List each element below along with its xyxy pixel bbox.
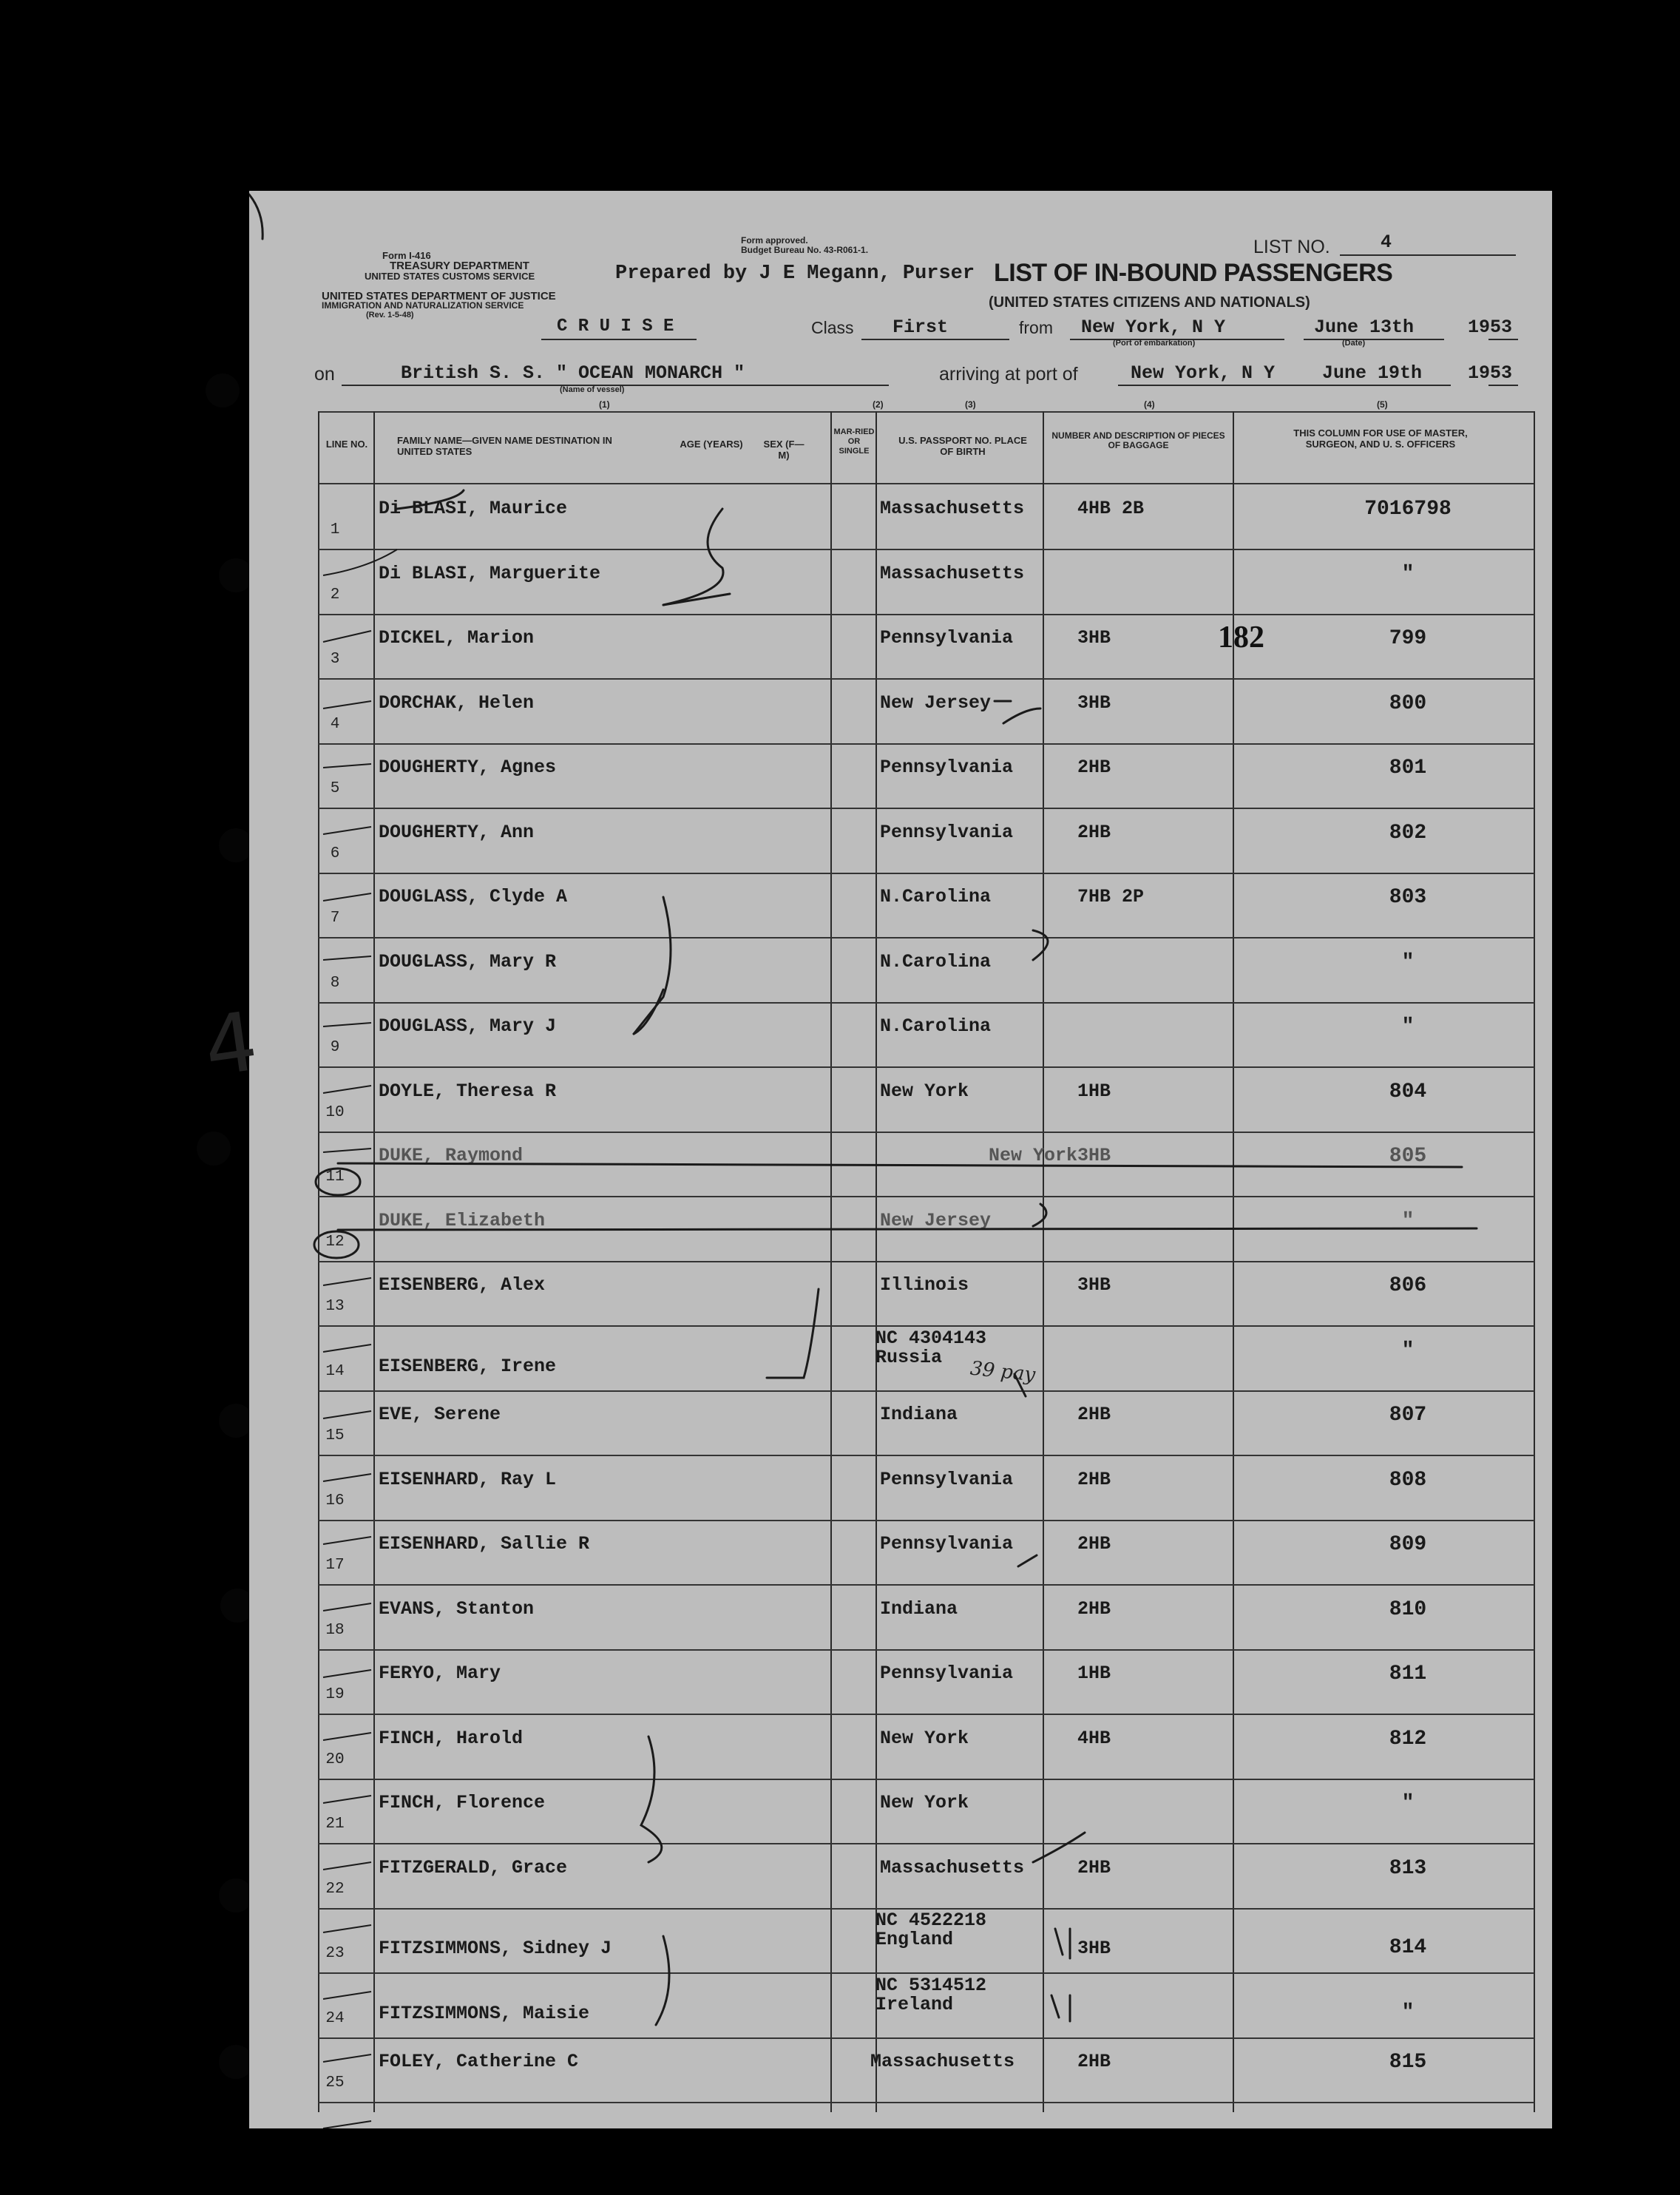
tick-mark bbox=[1033, 930, 1048, 960]
line-no: 4 bbox=[330, 715, 340, 733]
baggage: 1HB bbox=[1077, 1080, 1111, 1102]
passenger-name: FINCH, Florence bbox=[379, 1792, 546, 1813]
officer-column: 801 bbox=[1389, 757, 1427, 779]
officer-column: " bbox=[1401, 1209, 1415, 1233]
manifest-title: LIST OF IN-BOUND PASSENGERS bbox=[994, 259, 1393, 287]
circled-line-number bbox=[314, 1231, 359, 1258]
passenger-name: EISENHARD, Sallie R bbox=[379, 1533, 590, 1555]
line-no: 10 bbox=[325, 1103, 345, 1121]
place-of-birth: Massachusetts bbox=[880, 562, 1025, 584]
passenger-name: FITZSIMMONS, Maisie bbox=[379, 2002, 590, 2024]
baggage: 2HB bbox=[1077, 1533, 1111, 1555]
officer-column: " bbox=[1401, 1015, 1415, 1038]
from-label: from bbox=[1019, 318, 1053, 337]
embarkation-year: 53 bbox=[1490, 317, 1513, 338]
corner-mark bbox=[249, 195, 262, 239]
officer-column: 810 bbox=[1389, 1597, 1427, 1621]
prepared-by: Prepared by J E Megann, Purser bbox=[615, 263, 975, 285]
handwritten-marks bbox=[249, 191, 1552, 2128]
bracket-mark bbox=[641, 1736, 662, 1862]
port-caption: (Port of embarkation) bbox=[1113, 339, 1196, 348]
passenger-name: DOUGLASS, Clyde A bbox=[379, 886, 568, 907]
passenger-name: DOUGLASS, Mary R bbox=[379, 950, 557, 973]
check-mark bbox=[323, 1023, 371, 1027]
bracket-mark bbox=[656, 1936, 669, 2025]
embarkation-port: New York, N Y bbox=[1081, 317, 1226, 338]
place-of-birth: New York bbox=[880, 1080, 969, 1102]
place-of-birth: New Jersey bbox=[880, 1209, 992, 1231]
line-no: 16 bbox=[325, 1492, 345, 1509]
baggage: 4HB bbox=[1077, 1727, 1111, 1749]
arrival-year-prefix: 19 bbox=[1468, 362, 1491, 384]
embarkation-date: June 13th bbox=[1314, 317, 1415, 338]
header-passport: U.S. PASSPORT NO. PLACE OF BIRTH bbox=[898, 435, 1027, 457]
line-no: 14 bbox=[325, 1362, 345, 1380]
arriving-label: arriving at port of bbox=[939, 364, 1078, 385]
baggage: 3HB bbox=[1077, 1938, 1111, 1959]
check-mark bbox=[323, 1149, 371, 1152]
place-of-birth: Pennsylvania bbox=[880, 757, 1014, 778]
place-of-birth: Pennsylvania bbox=[880, 1663, 1014, 1684]
manifest-subtitle: (UNITED STATES CITIZENS AND NATIONALS) bbox=[989, 294, 1310, 311]
header-name: FAMILY NAME—GIVEN NAME DESTINATION IN UNITED STATES bbox=[397, 435, 612, 457]
column-number: (2) bbox=[873, 399, 884, 410]
line-no: 7 bbox=[330, 910, 340, 927]
header-officers: THIS COLUMN FOR USE OF MASTER, SURGEON, AND U. S. OFFICERS bbox=[1293, 427, 1468, 450]
check-mark bbox=[323, 1411, 371, 1418]
punch-hole bbox=[219, 1404, 253, 1438]
check-mark bbox=[323, 1862, 371, 1870]
line-no: 25 bbox=[325, 2074, 345, 2091]
place-of-birth: Illinois bbox=[880, 1274, 969, 1296]
strike-line bbox=[338, 1228, 1477, 1230]
passenger-name: DOYLE, Theresa R bbox=[379, 1080, 557, 1102]
list-no: 4 bbox=[1381, 231, 1392, 253]
passenger-name: FITZSIMMONS, Sidney J bbox=[379, 1938, 612, 1959]
line-no: 1 bbox=[330, 521, 340, 538]
place-of-birth: England bbox=[875, 1929, 954, 1950]
arrival-year: 53 bbox=[1490, 362, 1513, 384]
passenger-name: Di BLASI, Maurice bbox=[379, 498, 568, 519]
check-mark bbox=[323, 1733, 371, 1740]
line-no: 11 bbox=[325, 1168, 345, 1186]
check-mark bbox=[323, 893, 371, 901]
officer-column: 800 bbox=[1389, 691, 1427, 715]
header-age: AGE (YEARS) bbox=[680, 439, 743, 450]
officer-column: 799 bbox=[1389, 627, 1427, 650]
tick-mark bbox=[1051, 1995, 1070, 2021]
baggage: 1HB bbox=[1077, 1663, 1111, 1684]
passenger-name: Di BLASI, Marguerite bbox=[379, 562, 601, 584]
passenger-name: FINCH, Harold bbox=[379, 1727, 524, 1749]
place-of-birth: N.Carolina bbox=[880, 1015, 992, 1037]
passport-number: NC 5314512 bbox=[875, 1974, 987, 1996]
line-no: 8 bbox=[330, 974, 340, 992]
line-no: 17 bbox=[325, 1557, 345, 1574]
officer-column: 811 bbox=[1389, 1663, 1427, 1685]
form-number: Form I-416 bbox=[382, 250, 431, 261]
justice-dept: UNITED STATES DEPARTMENT OF JUSTICE bbox=[322, 290, 556, 302]
check-mark bbox=[323, 549, 397, 575]
passenger-name: DOUGHERTY, Agnes bbox=[379, 757, 557, 778]
officer-column: 809 bbox=[1389, 1533, 1427, 1556]
voyage-type: C R U I S E bbox=[557, 317, 674, 336]
line-no: 18 bbox=[325, 1621, 345, 1639]
on-label: on bbox=[314, 364, 335, 385]
line-no: 5 bbox=[330, 780, 340, 797]
baggage: 2HB bbox=[1077, 821, 1111, 843]
line-no: 3 bbox=[330, 651, 340, 668]
place-of-birth: Ireland bbox=[875, 1993, 954, 2015]
column-number: (5) bbox=[1377, 399, 1388, 410]
officer-column: 808 bbox=[1389, 1468, 1427, 1492]
vessel-name: British S. S. " OCEAN MONARCH " bbox=[401, 362, 745, 384]
check-mark bbox=[323, 1474, 371, 1481]
form-approved: Form approved. bbox=[741, 235, 808, 246]
officer-column: 806 bbox=[1389, 1274, 1427, 1297]
budget-bureau: Budget Bureau No. 43-R061-1. bbox=[741, 245, 869, 255]
check-mark bbox=[323, 1992, 371, 1999]
line-no: 20 bbox=[325, 1751, 345, 1768]
tick-mark bbox=[1033, 1204, 1046, 1226]
officer-column: " bbox=[1401, 2000, 1415, 2024]
circled-line-number bbox=[316, 1168, 360, 1195]
baggage: 3HB bbox=[1077, 1274, 1111, 1296]
place-of-birth: Pennsylvania bbox=[880, 821, 1014, 843]
check-mark bbox=[323, 1925, 371, 1932]
passenger-name: DICKEL, Marion bbox=[379, 627, 535, 649]
bracket-mark bbox=[663, 509, 723, 605]
passenger-name: DUKE, Elizabeth bbox=[379, 1209, 546, 1231]
stamp-number: 182 bbox=[1218, 620, 1264, 655]
place-of-birth: New Jersey bbox=[880, 691, 992, 714]
check-mark bbox=[323, 2121, 371, 2128]
officer-column: 804 bbox=[1389, 1080, 1427, 1103]
check-mark bbox=[323, 1345, 371, 1352]
officer-column: " bbox=[1401, 1339, 1415, 1362]
place-of-birth: Massachusetts bbox=[880, 498, 1025, 519]
officer-column: 805 bbox=[1389, 1145, 1427, 1168]
column-number: (4) bbox=[1144, 399, 1155, 410]
date-caption: (Date) bbox=[1342, 339, 1366, 348]
officer-column: 813 bbox=[1389, 1856, 1427, 1880]
passenger-manifest-page bbox=[198, 191, 1552, 2128]
line-no: 22 bbox=[325, 1880, 345, 1898]
check-mark bbox=[323, 1086, 371, 1093]
passenger-name: EISENBERG, Alex bbox=[379, 1274, 546, 1296]
line-no: 2 bbox=[330, 586, 340, 603]
baggage: 4HB 2B bbox=[1077, 498, 1145, 519]
arrival-date: June 19th bbox=[1322, 362, 1423, 384]
revision: (Rev. 1-5-48) bbox=[366, 311, 414, 319]
line-no: 19 bbox=[325, 1686, 345, 1703]
officer-column: " bbox=[1401, 1792, 1415, 1815]
officer-column: 807 bbox=[1389, 1404, 1427, 1427]
bracket-mark bbox=[767, 1289, 819, 1378]
baggage: 2HB bbox=[1077, 1856, 1111, 1878]
baggage: 3HB bbox=[1077, 691, 1111, 714]
baggage: 3HB bbox=[1077, 627, 1111, 649]
check-mark bbox=[323, 701, 371, 708]
place-of-birth: New York bbox=[989, 1145, 1078, 1166]
check-mark bbox=[323, 2054, 371, 2062]
passenger-name: DUKE, Raymond bbox=[379, 1145, 524, 1166]
baggage: 2HB bbox=[1077, 757, 1111, 778]
officer-column: 803 bbox=[1389, 886, 1427, 909]
check-mark bbox=[323, 1537, 371, 1544]
check-mark bbox=[323, 827, 371, 834]
line-no: 24 bbox=[325, 2009, 345, 2027]
tick-mark bbox=[1003, 708, 1040, 723]
passenger-name: EISENHARD, Ray L bbox=[379, 1468, 557, 1490]
class-label: Class bbox=[811, 318, 854, 337]
passport-number: NC 4304143 bbox=[875, 1327, 987, 1349]
check-mark bbox=[323, 1796, 371, 1803]
check-mark bbox=[397, 490, 464, 509]
punch-hole bbox=[219, 828, 253, 862]
ins-service: IMMIGRATION AND NATURALIZATION SERVICE bbox=[322, 300, 524, 311]
line-no: 13 bbox=[325, 1298, 345, 1315]
place-of-birth: Pennsylvania bbox=[880, 1468, 1014, 1490]
handwritten-note: 39 pay bbox=[969, 1357, 1037, 1387]
place-of-birth: Indiana bbox=[880, 1597, 958, 1620]
passenger-name: DORCHAK, Helen bbox=[379, 691, 535, 714]
place-of-birth: Pennsylvania bbox=[880, 1533, 1014, 1555]
officer-column: " bbox=[1401, 950, 1415, 974]
header-married: MAR-RIED OR SINGLE bbox=[833, 427, 875, 456]
line-no: 23 bbox=[325, 1945, 345, 1962]
place-of-birth: New York bbox=[880, 1792, 969, 1813]
officer-column: 802 bbox=[1389, 821, 1427, 845]
line-no: 21 bbox=[325, 1816, 345, 1833]
column-number: (3) bbox=[965, 399, 976, 410]
place-of-birth: Indiana bbox=[880, 1404, 958, 1425]
place-of-birth: New York bbox=[880, 1727, 969, 1749]
punch-hole bbox=[219, 558, 253, 592]
line-no: 6 bbox=[330, 845, 340, 862]
officer-column: 815 bbox=[1389, 2051, 1427, 2074]
passport-number: NC 4522218 bbox=[875, 1910, 987, 1931]
place-of-birth: N.Carolina bbox=[880, 950, 992, 973]
baggage: 3HB bbox=[1077, 1145, 1111, 1166]
treasury-dept: TREASURY DEPARTMENT bbox=[390, 260, 529, 272]
list-no-label: LIST NO. bbox=[1253, 237, 1330, 257]
customs-service: UNITED STATES CUSTOMS SERVICE bbox=[365, 271, 535, 282]
check-mark bbox=[323, 631, 371, 642]
check-mark bbox=[323, 1670, 371, 1677]
passenger-name: EVANS, Stanton bbox=[379, 1597, 535, 1620]
place-of-birth: Pennsylvania bbox=[880, 627, 1014, 649]
tick-mark bbox=[1055, 1929, 1070, 1958]
baggage: 2HB bbox=[1077, 1468, 1111, 1490]
punch-hole bbox=[206, 373, 240, 407]
margin-handwritten-number: 4 bbox=[198, 993, 263, 1095]
place-of-birth: Massachusetts bbox=[880, 1856, 1025, 1878]
baggage: 7HB 2P bbox=[1077, 886, 1145, 907]
baggage: 2HB bbox=[1077, 1404, 1111, 1425]
officer-column: 812 bbox=[1389, 1727, 1427, 1751]
passenger-name: FERYO, Mary bbox=[379, 1663, 501, 1684]
tick-mark bbox=[1033, 1833, 1085, 1862]
passenger-name: FITZGERALD, Grace bbox=[379, 1856, 568, 1878]
class-value: First bbox=[892, 317, 949, 338]
check-mark bbox=[323, 956, 371, 960]
punch-hole bbox=[197, 1132, 231, 1166]
header-baggage: NUMBER AND DESCRIPTION OF PIECES OF BAGGAGE bbox=[1051, 430, 1225, 450]
tick-mark bbox=[1015, 1374, 1026, 1396]
vessel-caption: (Name of vessel) bbox=[560, 385, 625, 394]
officer-column: 814 bbox=[1389, 1936, 1427, 1959]
tick-mark bbox=[1018, 1555, 1037, 1566]
place-of-birth: Russia bbox=[875, 1346, 943, 1368]
passenger-name: EVE, Serene bbox=[379, 1404, 501, 1425]
place-of-birth: Massachusetts bbox=[870, 2051, 1015, 2072]
punch-hole bbox=[219, 2045, 253, 2079]
passenger-name: EISENBERG, Irene bbox=[379, 1355, 557, 1377]
passenger-name: DOUGHERTY, Ann bbox=[379, 821, 535, 843]
line-no: 12 bbox=[325, 1233, 345, 1251]
header-sex: SEX (F—M) bbox=[763, 439, 805, 461]
baggage: 2HB bbox=[1077, 2051, 1111, 2072]
passenger-name: FOLEY, Catherine C bbox=[379, 2051, 579, 2072]
check-mark bbox=[323, 1603, 371, 1611]
year-prefix: 19 bbox=[1468, 317, 1491, 338]
line-no: 15 bbox=[325, 1427, 345, 1444]
place-of-birth: N.Carolina bbox=[880, 886, 992, 907]
line-no: 9 bbox=[330, 1039, 340, 1056]
passenger-name: DOUGLASS, Mary J bbox=[379, 1015, 557, 1037]
officer-column: " bbox=[1401, 562, 1415, 586]
header-line-no: LINE NO. bbox=[325, 439, 368, 450]
officer-column: 7016798 bbox=[1364, 498, 1452, 521]
punch-hole bbox=[219, 1878, 253, 1912]
column-number: (1) bbox=[599, 399, 610, 410]
check-mark bbox=[323, 1278, 371, 1285]
baggage: 2HB bbox=[1077, 1597, 1111, 1620]
strike-line bbox=[338, 1163, 1462, 1167]
arrival-port: New York, N Y bbox=[1131, 362, 1276, 384]
check-mark bbox=[323, 764, 371, 768]
